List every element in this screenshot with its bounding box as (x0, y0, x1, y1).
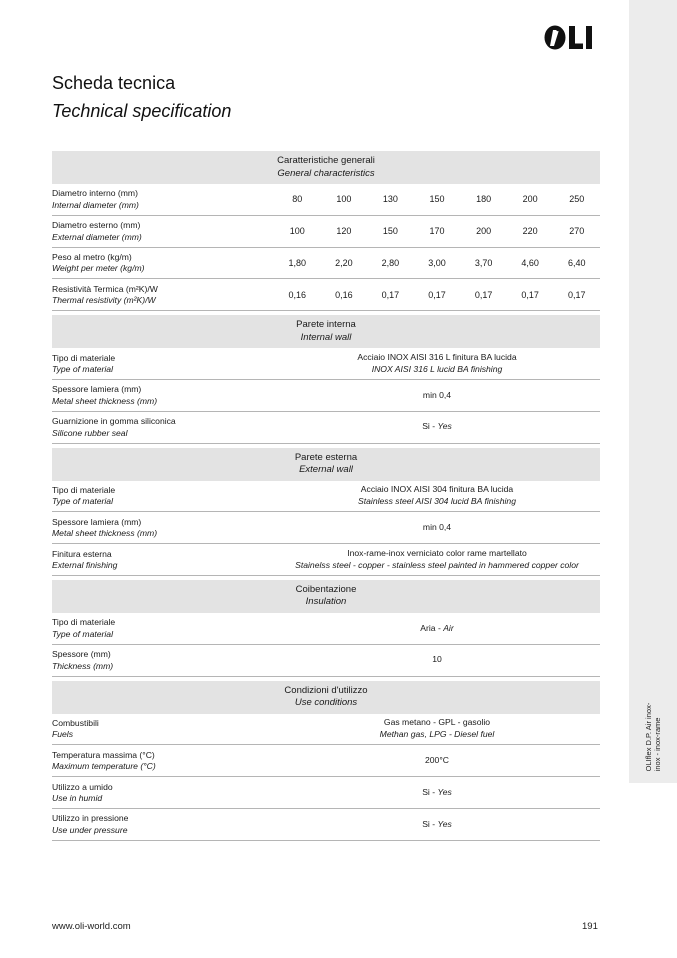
section-use-conditions (52, 681, 600, 841)
label-it: Finitura esterna (52, 548, 112, 559)
cell: 0,17 (521, 289, 539, 300)
label-en: Use in humid (52, 793, 103, 804)
row-label (52, 352, 274, 376)
label-it: Resistività Termica (m²K)/W (52, 283, 158, 294)
label-it: Guarnizione in gomma siliconica (52, 416, 176, 427)
table-row (52, 481, 600, 513)
row-value (274, 548, 600, 571)
row-label (52, 383, 274, 407)
row-value: min 0,4 (422, 522, 452, 533)
section-title-it: Parete esterna (294, 451, 358, 463)
label-it: Spessore (mm) (52, 649, 111, 660)
page-title: Scheda tecnica (52, 73, 176, 93)
row-value (274, 787, 600, 799)
cell: 170 (429, 226, 445, 237)
table-row (52, 412, 600, 444)
label-en: Type of material (52, 628, 113, 639)
chapter-tab-line-2: inox - inox-rame (653, 717, 662, 771)
label-en: External finishing (52, 560, 118, 571)
row-value: min 0,4 (422, 389, 452, 400)
page-number: 191 (582, 921, 598, 932)
value-en: Air (443, 622, 454, 633)
chapter-tab (629, 690, 677, 783)
cell: 0,17 (474, 289, 493, 300)
footer-website-link[interactable]: www.oli-world.com (52, 921, 131, 932)
label-en: Type of material (52, 496, 113, 507)
label-en: Type of material (52, 364, 113, 375)
section-general (52, 151, 600, 311)
table-row (52, 348, 600, 380)
label-en: Thickness (mm) (52, 660, 114, 671)
section-title-en: General characteristics (277, 167, 375, 179)
label-en: External diameter (mm) (52, 231, 142, 242)
value-en: Yes (437, 786, 452, 797)
table-row (52, 544, 600, 576)
chapter-tab-label (644, 702, 662, 771)
label-it: Spessore lamiera (mm) (52, 384, 142, 395)
row-value (274, 421, 600, 433)
row-value: 10 (432, 654, 442, 665)
row-label (52, 812, 274, 836)
row-values (274, 194, 600, 204)
row-value (274, 623, 600, 635)
label-it: Peso al metro (kg/m) (52, 251, 132, 262)
cell: 150 (382, 226, 398, 237)
value-it: Gas metano - GPL - gasolio (383, 717, 491, 728)
value-en: Yes (437, 421, 452, 432)
cell: 1,80 (288, 257, 307, 268)
label-it: Tipo di materiale (52, 617, 116, 628)
row-label (52, 548, 274, 572)
section-title-en: Insulation (305, 596, 347, 608)
table-row (52, 216, 600, 248)
row-values (274, 258, 600, 268)
spec-table (52, 151, 600, 845)
row-label (52, 717, 274, 741)
label-en: Thermal resistivity (m²K)/W (52, 295, 156, 306)
section-header (52, 580, 600, 613)
label-it: Temperatura massima (°C) (52, 749, 155, 760)
section-header (52, 151, 600, 184)
cell: 0,17 (567, 289, 586, 300)
cell: 270 (569, 226, 585, 237)
row-value: 200°C (425, 755, 449, 765)
label-it: Utilizzo a umido (52, 781, 113, 792)
cell: 2,80 (381, 257, 400, 268)
section-header (52, 448, 600, 481)
row-label (52, 415, 274, 439)
label-it: Diametro esterno (mm) (52, 220, 141, 231)
table-row (52, 380, 600, 412)
row-value (274, 352, 600, 375)
table-row (52, 714, 600, 746)
cell: 0,16 (288, 289, 307, 300)
page-subtitle: Technical specification (52, 101, 232, 121)
label-it: Diametro interno (mm) (52, 188, 138, 199)
table-row (52, 184, 600, 216)
value-it: Si - (422, 818, 438, 829)
oli-logo-icon (543, 22, 601, 52)
label-en: Internal diameter (mm) (52, 199, 139, 210)
row-values (274, 226, 600, 236)
cell: 100 (289, 226, 305, 237)
cell: 0,17 (381, 289, 400, 300)
section-title-it: Condizioni d'utilizzo (284, 684, 368, 696)
value-en: Stainless steel AISI 304 lucid BA finishing (358, 495, 516, 506)
row-label (52, 616, 274, 640)
cell: 200 (522, 194, 538, 205)
value-it: Acciaio INOX AISI 316 L finitura BA lucida (357, 352, 517, 363)
label-en: Metal sheet thickness (mm) (52, 528, 158, 539)
row-label (52, 187, 274, 211)
value-it: Inox-rame-inox verniciato color rame martellato (347, 548, 527, 559)
label-en: Silicone rubber seal (52, 427, 128, 438)
value-it: Si - (422, 786, 438, 797)
table-row (52, 777, 600, 809)
row-label (52, 484, 274, 508)
cell: 2,20 (335, 257, 353, 268)
section-title-it: Parete interna (296, 319, 356, 331)
section-title-en: External wall (299, 464, 353, 476)
value-it: Aria - (420, 622, 444, 633)
label-en: Fuels (52, 729, 74, 740)
table-row (52, 745, 600, 777)
section-title-en: Use conditions (294, 697, 358, 709)
label-en: Metal sheet thickness (mm) (52, 395, 158, 406)
cell: 6,40 (567, 257, 586, 268)
chapter-tab-line-1: OLIflex D.P. Air inox- (644, 702, 653, 771)
cell: 200 (476, 226, 492, 237)
cell: 250 (569, 194, 585, 205)
table-row (52, 512, 600, 544)
value-en: Yes (437, 818, 452, 829)
row-label (52, 251, 274, 275)
cell: 0,16 (335, 289, 353, 300)
cell: 130 (382, 194, 398, 205)
cell: 0,17 (428, 289, 446, 300)
label-en: Weight per meter (kg/m) (52, 263, 145, 274)
cell: 220 (522, 226, 538, 237)
value-it: Acciaio INOX AISI 304 finitura BA lucida (360, 484, 514, 495)
row-value (274, 819, 600, 831)
section-header (52, 315, 600, 348)
section-internal-wall (52, 315, 600, 443)
cell: 100 (336, 194, 352, 205)
row-value (274, 717, 600, 740)
value-it: Si - (422, 421, 438, 432)
label-it: Utilizzo in pressione (52, 813, 129, 824)
cell: 3,00 (428, 257, 446, 268)
row-value (274, 484, 600, 507)
row-label (52, 749, 274, 773)
side-band (629, 0, 677, 783)
label-en: Maximum temperature (°C) (52, 761, 156, 772)
value-en: INOX AISI 316 L lucid BA finishing (371, 363, 503, 374)
value-en: Methan gas, LPG - Diesel fuel (379, 728, 495, 739)
section-title-it: Caratteristiche generali (277, 155, 375, 166)
cell: 180 (476, 194, 492, 205)
table-row (52, 809, 600, 841)
cell: 3,70 (474, 257, 493, 268)
cell: 4,60 (521, 257, 539, 268)
row-label (52, 283, 274, 307)
table-row (52, 248, 600, 280)
cell: 150 (429, 194, 445, 205)
row-label (52, 648, 274, 672)
cell: 80 (292, 194, 303, 205)
section-header (52, 681, 600, 714)
row-values (274, 290, 600, 300)
label-it: Tipo di materiale (52, 352, 116, 363)
section-insulation (52, 580, 600, 677)
table-row (52, 645, 600, 677)
label-it: Spessore lamiera (mm) (52, 516, 142, 527)
row-label (52, 219, 274, 243)
row-label (52, 781, 274, 805)
label-it: Tipo di materiale (52, 484, 116, 495)
section-title-en: Internal wall (300, 331, 352, 343)
section-external-wall (52, 448, 600, 576)
table-row (52, 613, 600, 645)
value-en: Stainelss steel - copper - stainless steel painted in hammered copper color (295, 559, 579, 570)
cell: 120 (336, 226, 352, 237)
label-it: Combustibili (52, 717, 99, 728)
label-en: Use under pressure (52, 824, 128, 835)
table-row (52, 279, 600, 311)
row-label (52, 516, 274, 540)
section-title-it: Coibentazione (295, 583, 357, 595)
